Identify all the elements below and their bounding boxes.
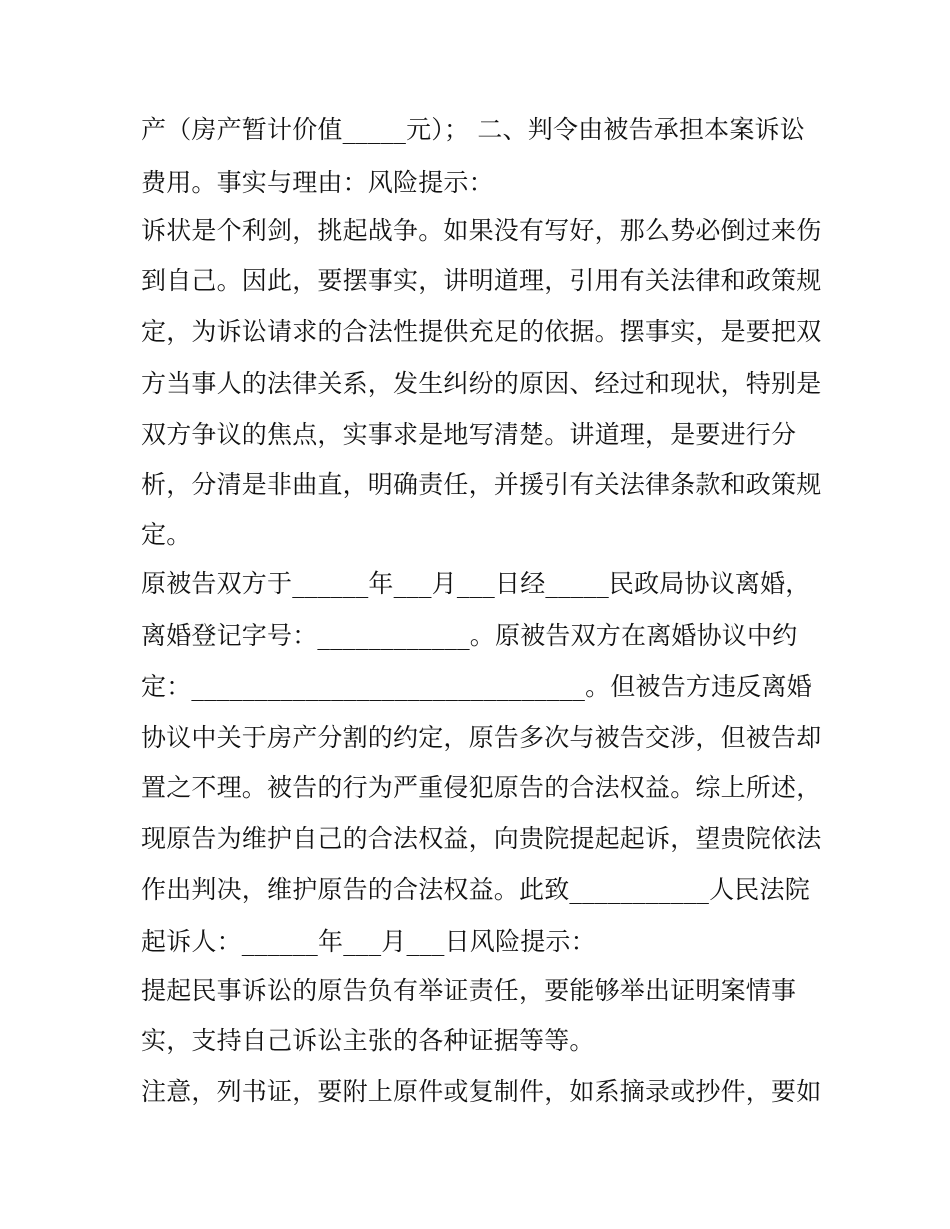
text-line: 协议中关于房产分割的约定，原告多次与被告交涉，但被告却 bbox=[141, 723, 822, 752]
text-line: 定：_______________________________。但被告方违反离婚 bbox=[141, 672, 812, 701]
text-line: 定，为诉讼请求的合法性提供充足的依据。摆事实，是要把双 bbox=[141, 317, 822, 346]
text-line: 现原告为维护自己的合法权益，向贵院提起起诉，望贵院依法 bbox=[141, 824, 822, 853]
text-line: 到自己。因此，要摆事实，讲明道理，引用有关法律和政策规 bbox=[141, 266, 822, 295]
text-line: 方当事人的法律关系，发生纠纷的原因、经过和现状，特别是 bbox=[141, 369, 822, 398]
text-line: 原被告双方于______年___月___日经_____民政局协议离婚， bbox=[141, 569, 811, 598]
text-line: 双方争议的焦点，实事求是地写清楚。讲道理，是要进行分 bbox=[141, 420, 797, 449]
text-line: 提起民事诉讼的原告负有举证责任，要能够举出证明案情事 bbox=[141, 976, 797, 1005]
text-line: 起诉人：______年___月___日风险提示： bbox=[141, 927, 596, 956]
text-line: 定。 bbox=[141, 520, 192, 549]
text-line: 析，分清是非曲直，明确责任，并援引有关法律条款和政策规 bbox=[141, 470, 822, 499]
text-line: 作出判决，维护原告的合法权益。此致___________人民法院 bbox=[141, 875, 810, 904]
text-line: 置之不理。被告的行为严重侵犯原告的合法权益。综上所述， bbox=[141, 773, 822, 802]
text-line: 实，支持自己诉讼主张的各种证据等等。 bbox=[141, 1026, 595, 1055]
text-line: 离婚登记字号：____________。原被告双方在离婚协议中约 bbox=[141, 621, 798, 650]
text-line: 注意，列书证，要附上原件或复制件，如系摘录或抄件，要如 bbox=[141, 1077, 822, 1106]
text-line: 产（房产暂计价值_____元）； 二、判令由被告承担本案诉讼 bbox=[141, 115, 805, 144]
text-line: 诉状是个利剑，挑起战争。如果没有写好，那么势必倒过来伤 bbox=[141, 216, 822, 245]
text-line: 费用。事实与理由：风险提示： bbox=[141, 168, 494, 197]
